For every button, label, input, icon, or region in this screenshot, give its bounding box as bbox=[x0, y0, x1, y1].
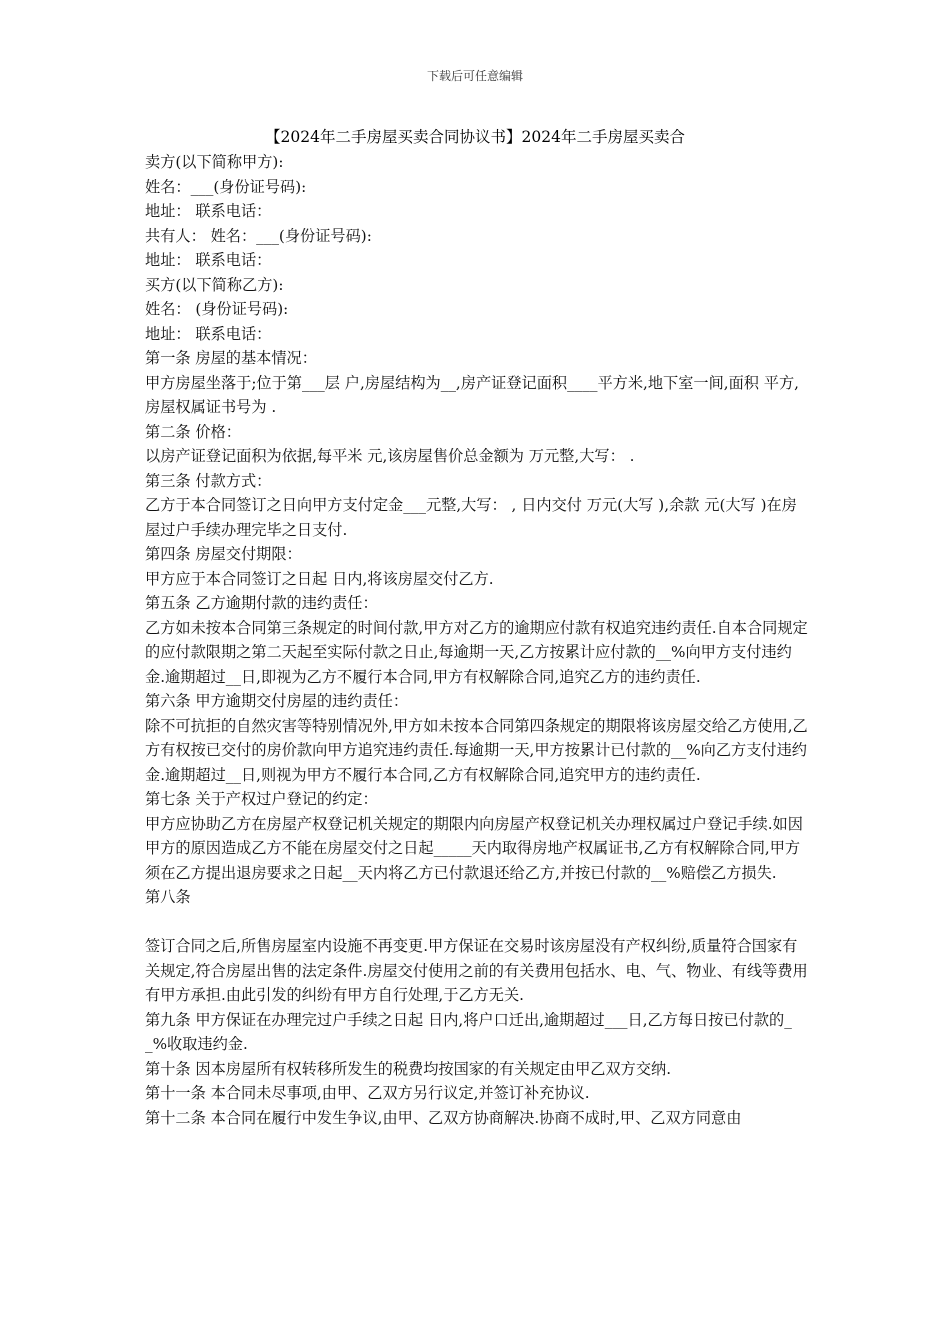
paragraph: 买方(以下简称乙方): bbox=[145, 275, 284, 294]
paragraph bbox=[145, 910, 808, 935]
paragraph: 第四条 房屋交付期限： bbox=[145, 545, 302, 563]
header-note: 下载后可任意编辑 bbox=[426, 69, 523, 83]
paragraph: 地址： 联系电话： bbox=[145, 202, 272, 220]
paragraph: 第七条 关于产权过户登记的约定： bbox=[145, 790, 378, 808]
paragraph: 第六条 甲方逾期交付房屋的违约责任： bbox=[145, 692, 409, 710]
paragraph: 姓名：___(身份证号码): bbox=[145, 177, 307, 196]
paragraph: 第九条 甲方保证在办理完过户手续之日起 日内,将户口迁出,逾期超过___日,乙方每日按已付款的__%收取违约金. bbox=[145, 1010, 792, 1053]
paragraph: 第五条 乙方逾期付款的违约责任： bbox=[145, 594, 378, 612]
paragraph: 姓名： (身份证号码): bbox=[145, 300, 289, 318]
document-title: 【2024年二手房屋买卖合同协议书】2024年二手房屋买卖合 bbox=[265, 128, 685, 146]
paragraph: 签订合同之后,所售房屋室内设施不再变更.甲方保证在交易时该房屋没有产权纠纷,质量符合国家有关规定,符合房屋出售的法定条件.房屋交付使用之前的有关费用包括水、电、气、物业、有线等费用有甲方承担.由此引发的纠纷有甲方自行处理,于乙方无关. bbox=[145, 937, 808, 1004]
paragraph: 除不可抗拒的自然灾害等特别情况外,甲方如未按本合同第四条规定的期限将该房屋交给乙方使用,乙方有权按已交付的房价款向甲方追究违约责任.每逾期一天,甲方按累计已付款的__%向乙方支付违约金.逾期超过__日,则视为甲方不履行本合同,乙方有权解除合同,追究甲方的违约责任. bbox=[145, 716, 808, 784]
paragraph: 乙方于本合同签订之日向甲方支付定金___元整,大写： , 日内交付 万元(大写 ),余款 元(大写 )在房屋过户手续办理完毕之日支付. bbox=[145, 496, 797, 539]
paragraph: 地址： 联系电话： bbox=[145, 251, 272, 269]
paragraph: 地址： 联系电话： bbox=[145, 324, 272, 343]
paragraph: 甲方房屋坐落于;位于第___层 户,房屋结构为__,房产证登记面积____平方米,地下室一间,面积 平方,房屋权属证书号为 . bbox=[145, 373, 800, 416]
paragraph: 共有人： 姓名：___(身份证号码): bbox=[145, 226, 372, 245]
document-body bbox=[145, 150, 808, 1130]
paragraph: 乙方如未按本合同第三条规定的时间付款,甲方对乙方的逾期应付款有权追究违约责任.自本合同规定的应付款限期之第二天起至实际付款之日止,每逾期一天,乙方按累计应付款的__%向甲方支付违约金.逾期超过__日,即视为乙方不履行本合同,甲方有权解除合同,追究乙方的违约责任. bbox=[145, 618, 808, 686]
paragraph: 第一条 房屋的基本情况： bbox=[145, 349, 317, 367]
paragraph: 第三条 付款方式： bbox=[145, 471, 272, 490]
paragraph: 以房产证登记面积为依据,每平米 元,该房屋售价总金额为 万元整,大写： . bbox=[145, 447, 635, 465]
paragraph: 甲方应协助乙方在房屋产权登记机关规定的期限内向房屋产权登记机关办理权属过户登记手续.如因甲方的原因造成乙方不能在房屋交付之日起_____天内取得房地产权属证书,乙方有权解除合同,甲方须在乙方提出退房要求之日起__天内将乙方已付款退还给乙方,并按已付款的__%赔偿乙方损失. bbox=[145, 814, 803, 882]
paragraph: 第十一条 本合同未尽事项,由甲、乙双方另行议定,并签订补充协议. bbox=[145, 1084, 590, 1102]
paragraph: 第十条 因本房屋所有权转移所发生的税费均按国家的有关规定由甲乙双方交纳. bbox=[145, 1059, 672, 1078]
paragraph: 第十二条 本合同在履行中发生争议,由甲、乙双方协商解决.协商不成时,甲、乙双方同意由 bbox=[145, 1108, 742, 1127]
paragraph: 第八条 bbox=[145, 888, 191, 906]
paragraph: 卖方(以下简称甲方): bbox=[145, 153, 284, 171]
paragraph: 甲方应于本合同签订之日起 日内,将该房屋交付乙方. bbox=[145, 569, 494, 588]
paragraph: 第二条 价格： bbox=[145, 422, 241, 441]
